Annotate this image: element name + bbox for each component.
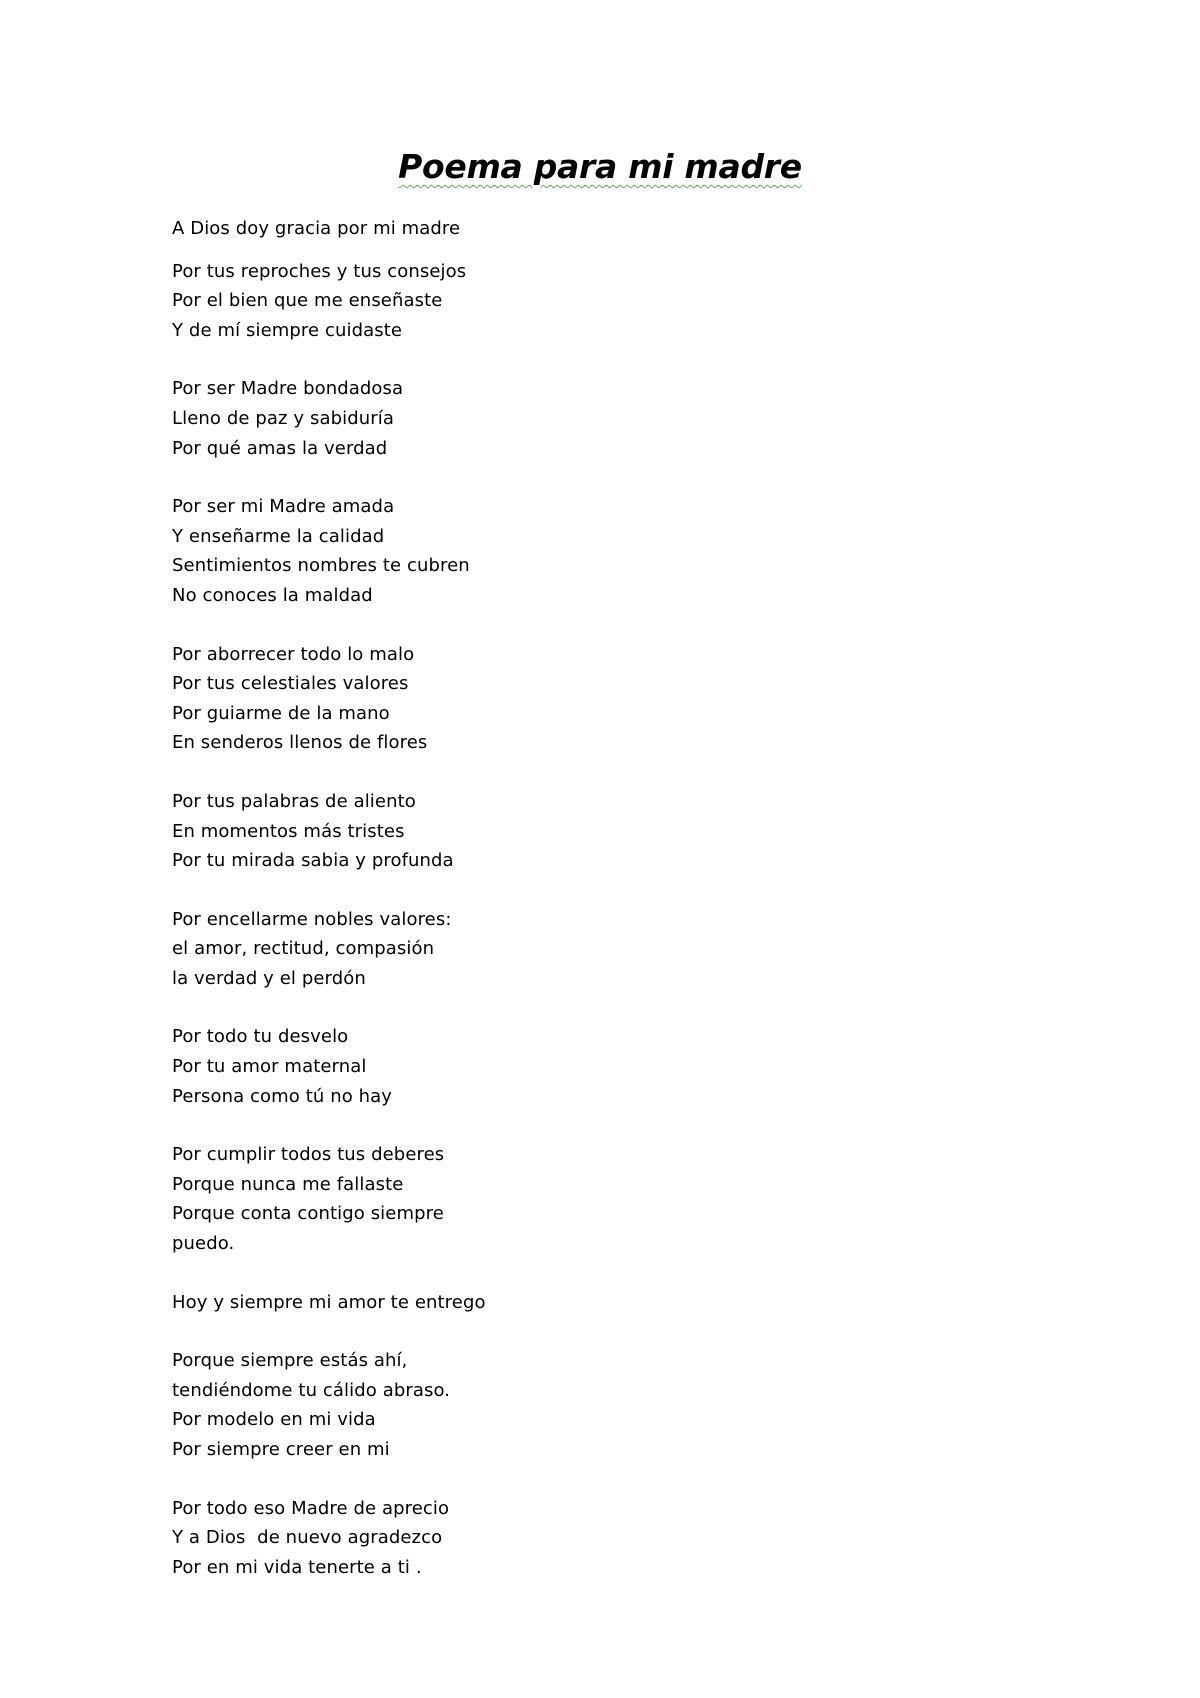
poem-line: Por tus palabras de aliento <box>172 790 416 812</box>
poem-line: Sentimientos nombres te cubren <box>172 555 470 577</box>
stanza <box>172 640 1032 758</box>
stanza <box>172 374 1032 463</box>
poem-line: Por todo tu desvelo <box>172 1026 349 1048</box>
stanza <box>172 492 1032 610</box>
poem-line: Por aborrecer todo lo malo <box>172 643 415 665</box>
stanza-list <box>172 257 1032 1583</box>
stanza <box>172 905 1032 994</box>
poem-line: Por el bien que me enseñaste <box>172 290 443 312</box>
poem-line: Persona como tú no hay <box>172 1085 393 1107</box>
stanza <box>172 1288 1032 1318</box>
poem-line: Por tu amor maternal <box>172 1056 367 1078</box>
poem-line: Por ser mi Madre amada <box>172 496 395 518</box>
poem-body <box>172 214 1032 1611</box>
poem-line: Por tus celestiales valores <box>172 673 409 695</box>
poem-line: puedo. <box>172 1233 235 1255</box>
poem-line: Porque siempre estás ahí, <box>172 1350 408 1372</box>
poem-line: Por encellarme nobles valores: <box>172 908 452 930</box>
poem-line: En senderos llenos de flores <box>172 732 428 754</box>
poem-line: Por todo eso Madre de aprecio <box>172 1497 450 1519</box>
stanza <box>172 787 1032 876</box>
poem-line: Por guiarme de la mano <box>172 702 390 724</box>
poem-line: Por cumplir todos tus deberes <box>172 1144 445 1166</box>
stanza <box>172 1022 1032 1111</box>
poem-title-text: Poema para mi madre <box>398 147 802 186</box>
poem-line: Por tus reproches y tus consejos <box>172 260 467 282</box>
poem-line: Lleno de paz y sabiduría <box>172 407 394 429</box>
stanza <box>172 1494 1032 1583</box>
poem-line: Por qué amas la verdad <box>172 437 388 459</box>
stanza <box>172 257 1032 346</box>
poem-line: la verdad y el perdón <box>172 967 366 989</box>
dedication-line: A Dios doy gracia por mi madre <box>172 218 461 239</box>
poem-line: Por tu mirada sabia y profunda <box>172 850 454 872</box>
poem-line: No conoces la maldad <box>172 584 373 606</box>
poem-line: Porque nunca me fallaste <box>172 1173 404 1195</box>
poem-line: Por siempre creer en mi <box>172 1439 390 1460</box>
stanza <box>172 1346 1032 1464</box>
poem-line: el amor, rectitud, compasión <box>172 938 435 960</box>
poem-line: Y a Dios de nuevo agradezco <box>172 1527 443 1549</box>
poem-line: Por modelo en mi vida <box>172 1409 376 1431</box>
poem-line: Porque conta contigo siempre <box>172 1203 444 1225</box>
poem-line: tendiéndome tu cálido abraso. <box>172 1379 451 1401</box>
poem-title <box>0 147 1200 187</box>
stanza <box>172 1140 1032 1258</box>
poem-line: Y enseñarme la calidad <box>172 525 385 547</box>
poem-line: En momentos más tristes <box>172 820 405 842</box>
poem-line: Y de mí siempre cuidaste <box>172 319 403 341</box>
poem-line: Por ser Madre bondadosa <box>172 378 404 400</box>
poem-line: Hoy y siempre mi amor te entrego <box>172 1291 486 1313</box>
poem-line: Por en mi vida tenerte a ti . <box>172 1556 422 1578</box>
